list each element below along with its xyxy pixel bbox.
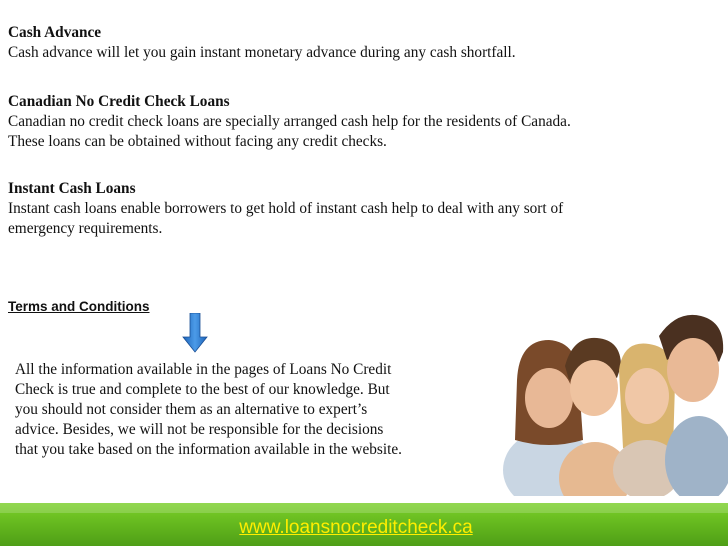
website-link-container	[0, 517, 728, 539]
terms-box	[9, 355, 479, 473]
website-link[interactable]: www.loansnocreditcheck.ca	[239, 517, 473, 538]
group-of-friends-photo	[487, 300, 728, 496]
section-line: Instant cash loans enable borrowers to get hold of instant cash help to deal with any sort of	[8, 200, 564, 217]
terms-line: All the information available in the pages of Loans No Credit	[15, 361, 392, 378]
section-line: These loans can be obtained without facing any credit checks.	[8, 133, 387, 150]
section-cash-advance	[8, 23, 718, 63]
terms-line: Check is true and complete to the best of our knowledge. But	[15, 381, 390, 398]
section-instant-cash	[8, 179, 718, 239]
terms-line: you should not consider them as an alternative to expert’s	[15, 401, 368, 418]
section-line: Canadian no credit check loans are specially arranged cash help for the residents of Canada.	[8, 113, 571, 130]
terms-line: advice. Besides, we will not be responsible for the decisions	[15, 421, 384, 438]
arrow-down-icon	[182, 313, 208, 353]
section-line: emergency requirements.	[8, 220, 163, 237]
section-line: Cash advance will let you gain instant monetary advance during any cash shortfall.	[8, 44, 516, 61]
footer-highlight	[0, 503, 728, 513]
terms-line: that you take based on the information available in the website.	[15, 441, 402, 458]
section-heading: Instant Cash Loans	[8, 180, 136, 197]
section-heading: Cash Advance	[8, 24, 102, 41]
terms-title: Terms and Conditions	[8, 299, 150, 314]
section-heading: Canadian No Credit Check Loans	[8, 93, 230, 110]
section-canadian-loans	[8, 92, 718, 152]
